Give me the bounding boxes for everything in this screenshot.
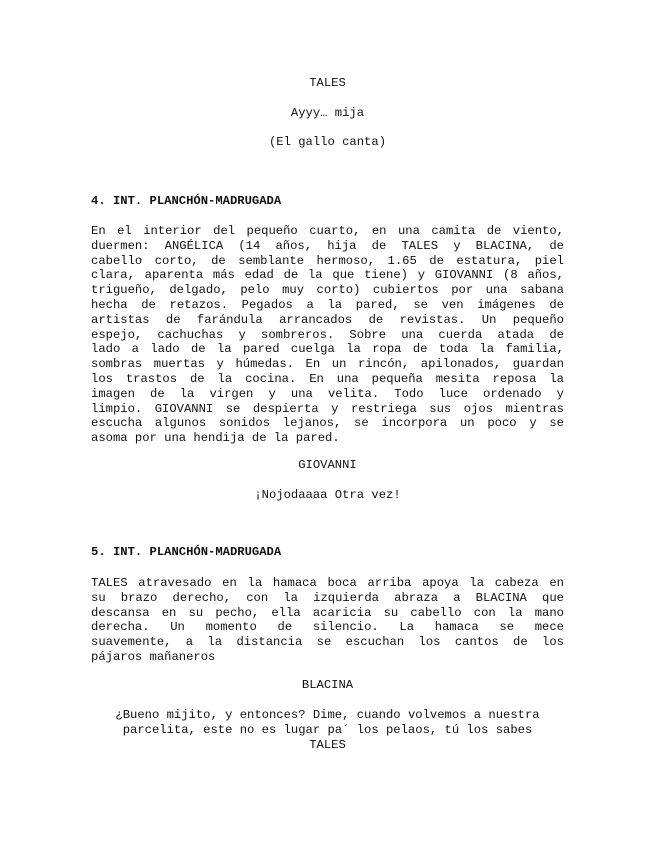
- action-line: suavemente, a la distancia se escuchan los cantos de los: [91, 635, 564, 650]
- action-line: trigueño, delgado, pelo muy corto) cubiertos por una sabana: [91, 283, 564, 298]
- scene-4-action: [91, 224, 564, 446]
- action-line: artistas de farándula arrancados de revistas. Un pequeño: [91, 312, 564, 327]
- action-line: clara, aparenta más edad de la que tiene) y GIOVANNI (8 años,: [91, 268, 564, 283]
- scene-heading-5: 5. INT. PLANCHÓN-MADRUGADA: [91, 545, 282, 559]
- action-line: asoma por una hendija de la pared.: [91, 431, 340, 446]
- action-line: sombras muertas y húmedas. En un rincón, apilonados, guardan: [91, 357, 564, 372]
- parenthetical: (El gallo canta): [268, 135, 387, 149]
- scene-heading-4: 4. INT. PLANCHÓN-MADRUGADA: [91, 194, 282, 208]
- scene-5-action: [91, 576, 564, 665]
- action-line: lado a lado de la pared cuelga la ropa de toda la familia,: [91, 342, 564, 357]
- dialogue-line: parcelita, este no es lugar pa´ los pelaos, tú los sabes: [122, 722, 533, 737]
- action-line: imagen de la virgen y una velita. Todo luce ordenado y: [91, 386, 564, 401]
- dialogue-line: ¿Bueno mijito, y entonces? Dime, cuando volvemos a nuestra: [115, 708, 540, 722]
- action-line: En el interior del pequeño cuarto, en una camita de viento,: [91, 224, 564, 238]
- action-line: escucha algunos sonidos lejanos, se incorpora un poco y se: [91, 416, 564, 431]
- dialogue-line: TALES: [309, 737, 346, 752]
- action-line: los trastos de la cocina. En una pequeña mesita reposa la: [91, 371, 564, 386]
- character-name-giovanni: GIOVANNI: [298, 458, 357, 472]
- action-line: duermen: ANGÉLICA (14 años, hija de TALES y BLACINA, de: [91, 238, 564, 253]
- character-name-blacina: BLACINA: [301, 678, 354, 692]
- action-line: limpio. GIOVANNI se despierta y restriega sus ojos mientras: [91, 401, 564, 416]
- dialogue-line: ¡Nojodaaaa Otra vez!: [254, 488, 401, 502]
- action-line: hecha de retazos. Pegados a la pared, se ven imágenes de: [91, 297, 564, 312]
- dialogue-line: Ayyy… mija: [290, 106, 365, 120]
- action-line: descansa en su pecho, ella acaricia su cabello con la mano: [91, 605, 564, 620]
- action-line: espejo, cachuchas y sombreros. Sobre una cuerda atada de: [91, 327, 564, 342]
- action-line: derecha. Un momento de silencio. La hamaca se mece: [91, 620, 564, 635]
- action-line: su brazo derecho, con la izquierda abraza a BLACINA que: [91, 590, 564, 605]
- action-line: TALES atravesado en la hamaca boca arriba apoya la cabeza en: [91, 576, 564, 590]
- action-line: pájaros mañaneros: [91, 649, 216, 664]
- character-name-tales: TALES: [309, 76, 346, 90]
- blacina-dialogue: [0, 708, 655, 752]
- action-line: cabello corto, de semblante hermoso, 1.65 de estatura, piel: [91, 253, 564, 268]
